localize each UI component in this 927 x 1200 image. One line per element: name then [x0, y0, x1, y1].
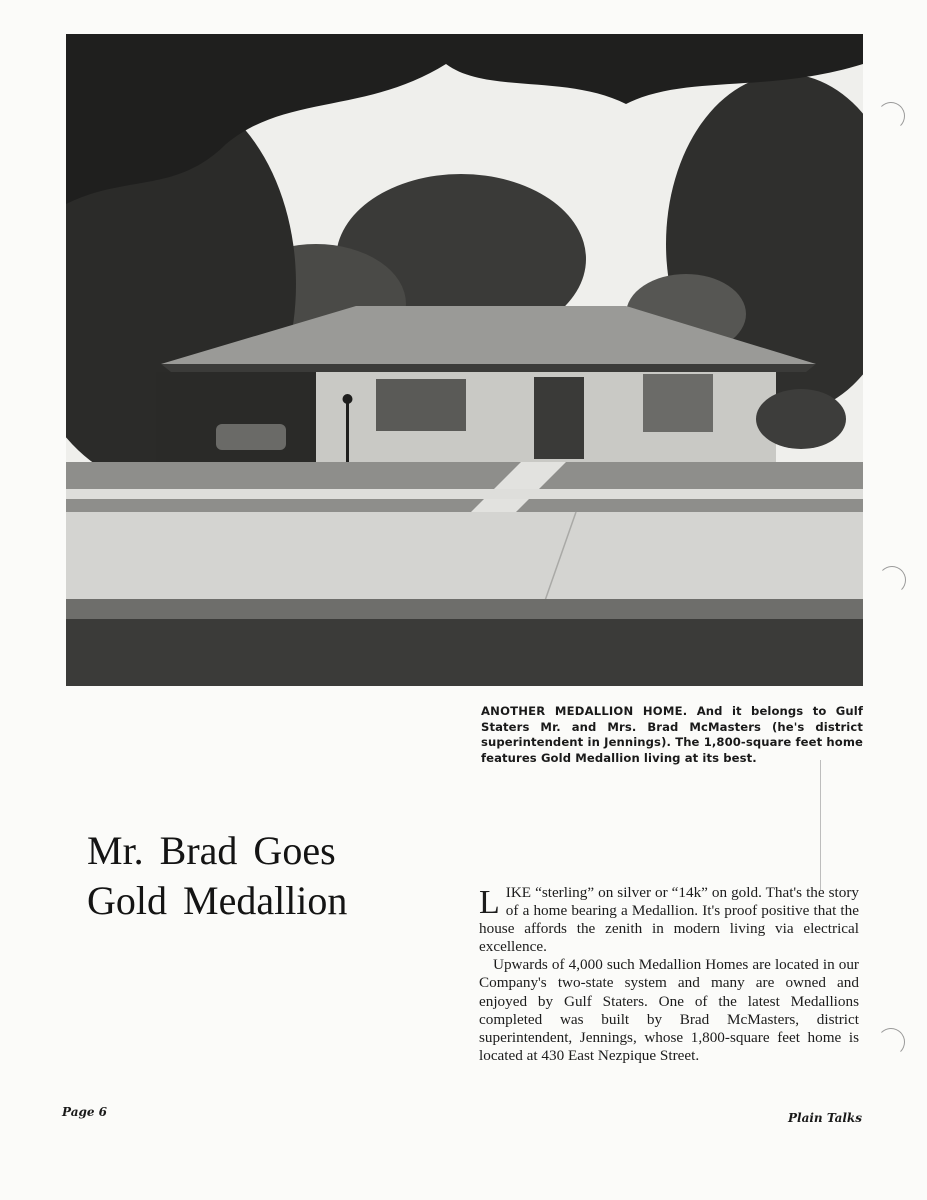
- article-body: [479, 884, 859, 1065]
- article-title: [87, 826, 407, 926]
- house-photo: [66, 34, 863, 686]
- binder-hole-mark: [877, 102, 905, 130]
- binder-hole-mark: [878, 566, 906, 594]
- page-number: Page 6: [62, 1105, 108, 1119]
- drop-cap: L: [479, 884, 500, 921]
- binder-hole-mark: [877, 1028, 905, 1056]
- caption-lead: ANOTHER MEDALLION HOME.: [481, 704, 688, 718]
- article-paragraph-1-text: IKE “sterling” on silver or “14k” on gold. That's the story of a home bearing a Medallion. It's proof positive that the house affords the zenith in modern living via electrical excellence.: [479, 884, 859, 956]
- article-paragraph-2: Upwards of 4,000 such Medallion Homes are located in our Company's two-state system and many are owned and enjoyed by Gulf Staters. One of the latest Medallions completed was built by Brad McMasters, district superintendent, Jennings, whose 1,800-square feet home is located at 430 East Nezpique Street.: [479, 956, 859, 1064]
- house-photo-illustration: [66, 34, 863, 686]
- publication-name: Plain Talks: [788, 1111, 863, 1125]
- column-rule: [820, 760, 821, 890]
- caption-text: And it belongs to Gulf Staters Mr. and Mrs. Brad McMasters (he's district superintendent in Jennings). The 1,800-square feet home features Gold Medallion living at its best.: [481, 704, 863, 765]
- photo-caption: [481, 704, 863, 766]
- article-title-line2: Gold Medallion: [87, 878, 348, 923]
- article-title-line1: Mr. Brad Goes: [87, 828, 336, 873]
- article-paragraph-1: [479, 884, 859, 956]
